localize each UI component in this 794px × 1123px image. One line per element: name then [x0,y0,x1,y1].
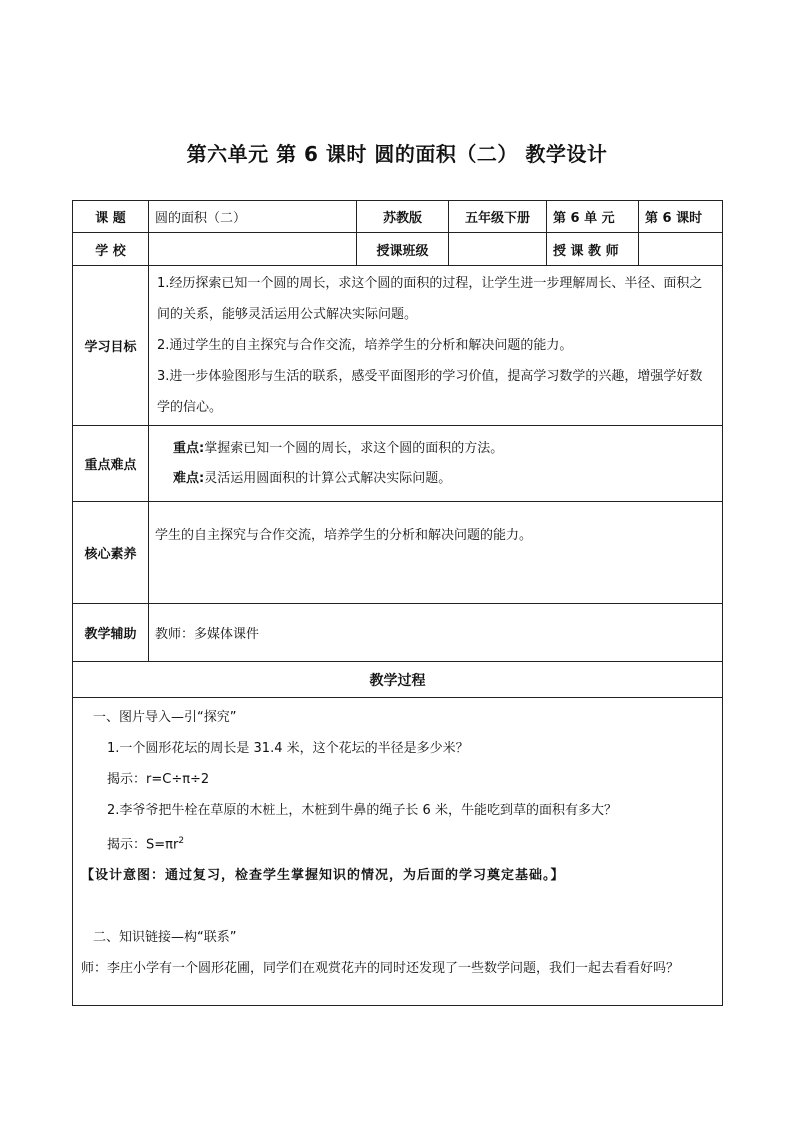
lesson-cell: 第 6 课时 [639,201,723,233]
process-content [73,698,723,1006]
goal-item: 2.通过学生的自主探究与合作交流，培养学生的分析和解决问题的能力。 [157,338,573,353]
key-points-content [149,426,723,502]
course-label: 课 题 [73,201,149,233]
hint-item: 揭示：r=C÷π÷2 [107,772,210,787]
key-points-label: 重点难点 [73,426,149,502]
info-row-1 [73,201,723,233]
literacy-content: 学生的自主探究与合作交流，培养学生的分析和解决问题的能力。 [149,502,723,604]
goal-item: 3.进一步体验图形与生活的联系，感受平面图形的学习价值，提高学习数学的兴趣，增强学好数学的信心。 [157,369,703,415]
difficult-point [155,464,716,494]
aids-row [73,604,723,662]
design-intent-note: 【设计意图：通过复习，检查学生掌握知识的情况，为后面的学习奠定基础。】 [81,868,565,884]
section-heading: 二、知识链接—构“联系” [93,930,237,946]
teacher-text: 师：李庄小学有一个圆形花圃，同学们在观赏花卉的同时还发现了一些数学问题，我们一起去看看好吗？ [81,961,680,977]
question-item: 1.一个圆形花坛的周长是 31.4 米，这个花坛的半径是多少米？ [107,741,469,756]
hint-superscript: 2 [178,836,185,846]
publisher-cell: 苏教版 [357,201,449,233]
process-header: 教学过程 [73,662,723,698]
teacher-value [639,233,723,266]
hint-text: 揭示：S=πr [107,837,179,853]
class-label: 授课班级 [357,233,449,266]
goals-content [149,266,723,426]
key-point [155,434,716,464]
goals-label: 学习目标 [73,266,149,426]
literacy-row [73,502,723,604]
key-points-row [73,426,723,502]
course-value: 圆的面积（二） [149,201,357,233]
question-item: 2.李爷爷把牛栓在草原的木桩上，木桩到牛鼻的绳子长 6 米，牛能吃到草的面积有多大？ [107,803,617,818]
hint-item [81,826,714,860]
goal-item: 1.经历探索已知一个圆的周长，求这个圆的面积的过程，让学生进一步理解周长、半径、面积之间的关系，能够灵活运用公式解决实际问题。 [157,276,703,322]
goals-row [73,266,723,426]
difficult-point-text: 灵活运用圆面积的计算公式解决实际问题。 [204,470,452,486]
blank-line [81,891,714,922]
document-title: 第六单元 第 6 课时 圆的面积（二） 教学设计 [186,142,608,166]
aids-label: 教学辅助 [73,604,149,662]
process-header-row [73,662,723,698]
school-label: 学 校 [73,233,149,266]
key-point-text: 掌握索已知一个圆的周长，求这个圆的面积的方法。 [204,440,504,456]
difficult-point-label: 难点: [173,470,205,486]
grade-cell: 五年级下册 [449,201,547,233]
class-value [449,233,547,266]
key-point-label: 重点: [173,440,205,456]
school-value [149,233,357,266]
teacher-label: 授 课 教 师 [547,233,639,266]
process-content-row [73,698,723,1006]
info-row-2 [73,233,723,266]
section-heading: 一、图片导入—引“探究” [93,710,237,725]
unit-cell: 第 6 单 元 [547,201,639,233]
aids-content: 教师：多媒体课件 [149,604,723,662]
literacy-label: 核心素养 [73,502,149,604]
lesson-plan-table [72,200,723,1006]
